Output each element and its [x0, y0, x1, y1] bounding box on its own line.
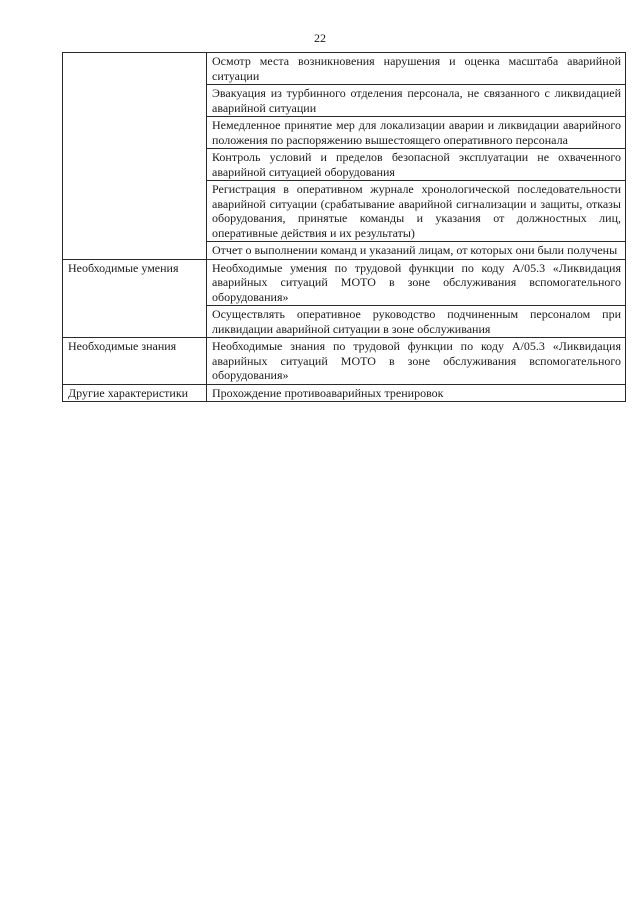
- knowledge-label: Необходимые знания: [63, 338, 207, 385]
- labor-action-cell: Эвакуация из турбинного отделения персонала, не связанного с ликвидацией аварийной ситуации: [207, 85, 626, 117]
- skills-cell: Необходимые умения по трудовой функции по коду А/05.3 «Ликвидация аварийных ситуаций МОТО в зоне обслуживания вспомогательного оборудования»: [207, 259, 626, 306]
- table-row: [63, 384, 626, 402]
- knowledge-cell: Необходимые знания по трудовой функции по коду А/05.3 «Ликвидация аварийных ситуаций МОТО в зоне обслуживания вспомогательного оборудования»: [207, 338, 626, 385]
- table-row: [63, 338, 626, 385]
- table-row: [63, 53, 626, 85]
- skills-cell: Осуществлять оперативное руководство подчиненным персоналом при ликвидации аварийной ситуации в зоне обслуживания: [207, 306, 626, 338]
- labor-action-cell: Осмотр места возникновения нарушения и оценка масштаба аварийной ситуации: [207, 53, 626, 85]
- labor-actions-label-cell: [63, 53, 207, 260]
- table-row: [63, 259, 626, 306]
- other-characteristics-label: Другие характеристики: [63, 384, 207, 402]
- labor-action-cell: Немедленное принятие мер для локализации аварии и ликвидации аварийного положения по распоряжению вышестоящего оперативного персонала: [207, 117, 626, 149]
- labor-action-cell: Отчет о выполнении команд и указаний лицам, от которых они были получены: [207, 242, 626, 260]
- labor-function-table: [62, 52, 626, 402]
- page-number: 22: [314, 31, 326, 45]
- other-characteristics-cell: Прохождение противоаварийных тренировок: [207, 384, 626, 402]
- skills-label: Необходимые умения: [63, 259, 207, 338]
- labor-action-cell: Контроль условий и пределов безопасной эксплуатации не охваченного аварийной ситуацией оборудования: [207, 149, 626, 181]
- labor-action-cell: Регистрация в оперативном журнале хронологической последовательности аварийной ситуации (срабатывание аварийной сигнализации и защиты, отказы оборудования, принятые команды и указания от должностных лиц, оперативные действия и их результаты): [207, 181, 626, 242]
